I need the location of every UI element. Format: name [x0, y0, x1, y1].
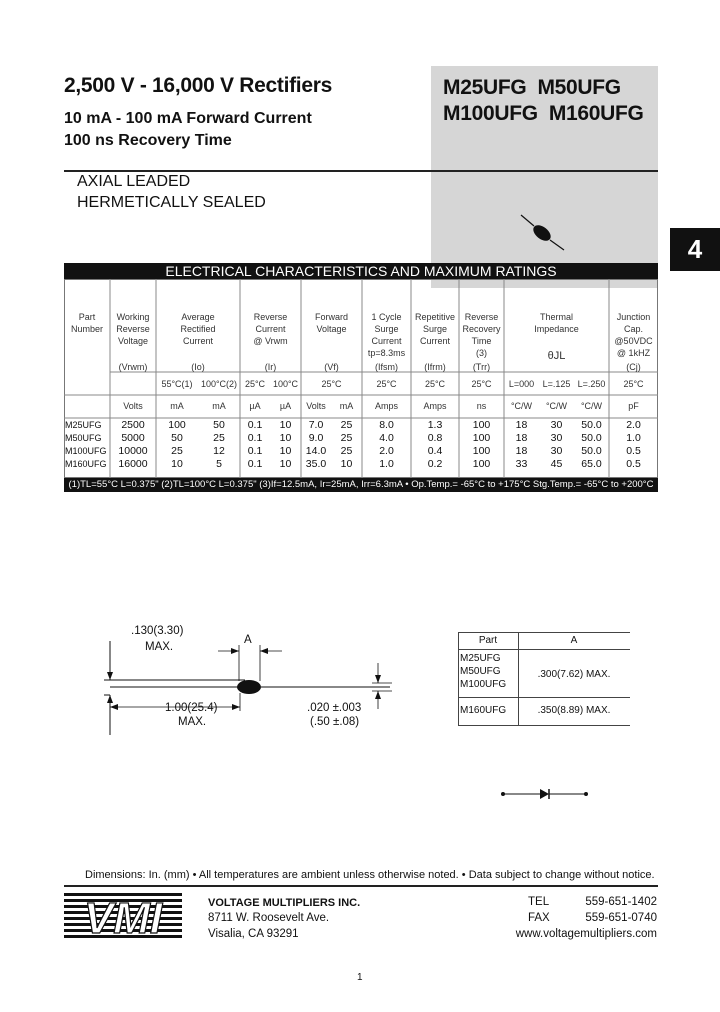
sym-ir: (Ir)	[264, 362, 277, 372]
sym-cj: (Cj)	[626, 362, 641, 372]
unit-cw: °C/W	[580, 401, 603, 411]
col-part-header: Part Number	[70, 312, 103, 334]
vf-ma: 25	[340, 419, 353, 431]
unit-ns: ns	[476, 401, 487, 411]
svg-text:VMI: VMI	[83, 894, 163, 941]
subtitle-recovery-time: 100 ns Recovery Time	[64, 132, 232, 149]
io-100c: 50	[213, 419, 225, 431]
cond-trr-25c: 25°C	[471, 379, 492, 389]
col-working-voltage-header: Working Reverse Voltage	[116, 312, 150, 346]
lead-length-dimension: 1.00(25.4)	[165, 702, 218, 714]
trr: 100	[472, 445, 491, 457]
col-junction-cap-header: Junction Cap. @50VDC @ 1kHZ	[614, 312, 653, 358]
theta-l000: 33	[515, 458, 528, 470]
ir-100c: 10	[279, 419, 292, 431]
cond-55c: 55°C(1)	[161, 379, 193, 389]
unit-ma: mA	[339, 401, 354, 411]
dim-table-part-header: Part	[478, 635, 498, 646]
theta-l250: 50.0	[581, 432, 602, 444]
col-forward-voltage-header: Forward Voltage	[314, 312, 348, 334]
theta-l000: 18	[515, 445, 528, 457]
vrwm: 5000	[121, 432, 145, 444]
header-divider	[64, 170, 658, 172]
theta-l250: 50.0	[581, 445, 602, 457]
dim-table-group1-parts: M25UFG M50UFG M100UFG	[460, 653, 507, 690]
theta-l250: 65.0	[581, 458, 602, 470]
cond-ifrm-25c: 25°C	[424, 379, 446, 389]
ir-100c: 10	[279, 458, 292, 470]
company-name: VOLTAGE MULTIPLIERS INC.	[208, 897, 361, 909]
lead-diameter-mm: (.50 ±.08)	[310, 716, 360, 728]
ifsm: 4.0	[379, 432, 394, 444]
website-link[interactable]: www.voltagemultipliers.com	[515, 928, 657, 940]
table-title: ELECTRICAL CHARACTERISTICS AND MAXIMUM RATINGS	[64, 263, 658, 279]
vmi-logo	[64, 893, 184, 941]
body-length-label: A	[244, 634, 252, 646]
cond-l125: L=.125	[542, 379, 571, 389]
ir-25c: 0.1	[247, 432, 263, 444]
theta-l125: 30	[550, 445, 563, 457]
io-55c: 25	[171, 445, 183, 457]
cj: 0.5	[626, 445, 641, 457]
dim-table-group2-parts: M160UFG	[460, 705, 507, 716]
col-reverse-current-header: Reverse Current @ Vrwm	[253, 312, 288, 346]
ir-25c: 0.1	[247, 419, 263, 431]
vrwm: 16000	[118, 458, 148, 470]
ifrm: 1.3	[427, 419, 443, 431]
unit-cw: °C/W	[510, 401, 533, 411]
io-55c: 10	[171, 458, 183, 470]
dim-table-a-header: A	[570, 635, 578, 646]
sym-io: (Io)	[191, 362, 205, 372]
subtitle-forward-current: 10 mA - 100 mA Forward Current	[64, 110, 312, 127]
part-numbers-line-1: M25UFG M50UFG	[443, 76, 621, 99]
io-55c: 50	[171, 432, 183, 444]
sym-vrwm: (Vrwm)	[118, 362, 148, 372]
col-avg-current-header: Average Rectified Current	[180, 312, 216, 346]
col-repetitive-surge-header: Repetitive Surge Current	[414, 312, 456, 346]
ir-100c: 10	[279, 432, 292, 444]
dim-table-group2-a: .350(8.89) MAX.	[537, 705, 611, 716]
unit-amps: Amps	[374, 401, 398, 411]
cond-l250: L=.250	[577, 379, 606, 389]
unit-ma: mA	[212, 401, 226, 411]
cond-ir-25c: 25°C	[244, 379, 266, 389]
sym-theta-jl: θJL	[547, 350, 566, 362]
page-number: 1	[357, 972, 363, 983]
theta-l125: 30	[550, 432, 563, 444]
cond-l000: L=000	[508, 379, 535, 389]
cj: 2.0	[626, 419, 641, 431]
diameter-dimension: .130(3.30)	[131, 625, 184, 637]
theta-l250: 50.0	[581, 419, 602, 431]
sym-vf: (Vf)	[324, 362, 339, 372]
theta-l125: 45	[550, 458, 563, 470]
ir-25c: 0.1	[247, 458, 263, 470]
io-100c: 25	[213, 432, 225, 444]
ir-100c: 10	[279, 445, 292, 457]
vf-ma: 25	[340, 432, 353, 444]
sym-trr: (Trr)	[472, 362, 491, 372]
ifsm: 1.0	[379, 458, 394, 470]
col-surge-current-header: 1 Cycle Surge Current tp=8.3ms	[367, 312, 406, 358]
fax-number: 559-651-0740	[585, 912, 657, 924]
ifrm: 0.8	[427, 432, 443, 444]
ifsm: 2.0	[379, 445, 394, 457]
sym-ifsm: (Ifsm)	[375, 362, 398, 372]
col-recovery-time-header: Reverse Recovery Time (3)	[462, 312, 501, 358]
diameter-max: MAX.	[145, 641, 174, 653]
unit-ma: mA	[170, 401, 184, 411]
io-100c: 12	[213, 445, 225, 457]
ifrm: 0.2	[427, 458, 443, 470]
unit-volts: Volts	[306, 401, 326, 411]
axial-diode-icon	[518, 212, 570, 252]
cond-cj-25c: 25°C	[623, 379, 644, 389]
address-city: Visalia, CA 93291	[208, 928, 299, 940]
lead-diameter-dimension: .020 ±.003	[307, 702, 362, 714]
package-seal: HERMETICALLY SEALED	[77, 194, 266, 211]
vrwm: 2500	[121, 419, 145, 431]
cond-100c: 100°C(2)	[200, 379, 238, 389]
cj: 1.0	[626, 432, 641, 444]
diode-symbol-icon	[500, 786, 590, 802]
fax-label: FAX	[528, 912, 550, 924]
theta-l000: 18	[515, 432, 528, 444]
part-number: M50UFG	[65, 433, 102, 443]
trr: 100	[472, 432, 491, 444]
package-type: AXIAL LEADED	[77, 173, 191, 190]
unit-amps: Amps	[423, 401, 447, 411]
col-thermal-impedance-header: Thermal Impedance	[534, 312, 579, 334]
dimension-note: Dimensions: In. (mm) • All temperatures are ambient unless otherwise noted. • Data subject to change without notice.	[85, 869, 655, 881]
page-title: 2,500 V - 16,000 V Rectifiers	[64, 74, 332, 97]
theta-l125: 30	[550, 419, 563, 431]
part-numbers-line-2: M100UFG M160UFG	[443, 102, 644, 125]
io-100c: 5	[216, 458, 222, 470]
tel-number: 559-651-1402	[585, 896, 657, 908]
unit-ua: µA	[279, 401, 292, 411]
trr: 100	[472, 458, 491, 470]
unit-cw: °C/W	[545, 401, 568, 411]
part-number: M100UFG	[65, 446, 107, 456]
cond-vf-25c: 25°C	[321, 379, 342, 389]
ir-25c: 0.1	[247, 445, 263, 457]
cond-ir-100c: 100°C	[272, 379, 299, 389]
address-street: 8711 W. Roosevelt Ave.	[208, 912, 330, 924]
cj: 0.5	[626, 458, 641, 470]
ifsm: 8.0	[379, 419, 394, 431]
part-number: M25UFG	[65, 420, 102, 430]
cond-ifsm-25c: 25°C	[376, 379, 397, 389]
dim-table-group1-a: .300(7.62) MAX.	[537, 669, 611, 680]
table-footnote: (1)TL=55°C L=0.375" (2)TL=100°C L=0.375" (3)If=12.5mA, Ir=25mA, Irr=6.3mA • Op.Temp.= -65°C to +175°C Stg.Temp.= -65°C to +200°C	[64, 478, 658, 492]
vf: 14.0	[305, 445, 327, 457]
io-55c: 100	[168, 419, 186, 431]
vf: 9.0	[308, 432, 324, 444]
vf-ma: 25	[340, 445, 353, 457]
unit-volts: Volts	[123, 401, 143, 411]
section-tab: 4	[670, 228, 720, 271]
vf-ma: 10	[340, 458, 353, 470]
ifrm: 0.4	[427, 445, 443, 457]
trr: 100	[472, 419, 491, 431]
part-number: M160UFG	[65, 459, 107, 469]
sym-ifrm: (Ifrm)	[424, 362, 446, 372]
vf: 35.0	[305, 458, 327, 470]
unit-pf: pF	[628, 401, 639, 411]
footer-divider	[64, 885, 658, 887]
vf: 7.0	[308, 419, 324, 431]
tel-label: TEL	[528, 896, 550, 908]
vrwm: 10000	[118, 445, 148, 457]
theta-l000: 18	[515, 419, 528, 431]
unit-ua: µA	[249, 401, 261, 411]
lead-length-max: MAX.	[178, 716, 207, 728]
